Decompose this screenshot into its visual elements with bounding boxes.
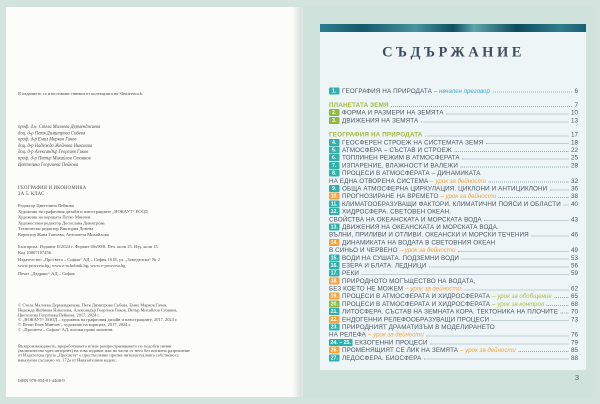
dotted-leader [429,266,569,267]
toc-entry [329,169,578,184]
text-line: www.prosveta.bg; www.e-uchebnik.bg; www.e-prosveta.bg [18,262,126,268]
toc-page-number: 68 [570,300,578,308]
dotted-leader [430,343,569,344]
lesson-title: ВЪЛНИ, ПРИЛИВИ И ОТЛИВИ. ОКЕАНСКИ И МОРСКИ ТЕЧЕНИЯ [329,231,529,239]
lesson-title: ЕЗЕРА И БЛАТА. ЛЕДНИЦИ [342,261,427,269]
authors-list [18,124,100,168]
toc-page-number: 85 [570,346,578,354]
lesson-title: ПРОЦЕСИ В АТМОСФЕРАТА И ХИДРОСФЕРАТА [342,292,491,300]
lesson-number-badge: 17. [330,270,338,277]
text-line: Редактор Цветелина Пейкова [18,203,74,208]
toc-page-number: 46 [570,231,578,239]
toc-page-number: 13 [570,116,578,124]
lesson-number-badge: 11. [330,200,338,207]
toc-page-number: 56 [570,261,578,269]
lesson-number-badge: 9. [329,185,340,192]
lesson-number-badge: 16. [330,262,338,269]
lesson-number-badge: 10. [330,193,338,200]
lesson-title: ОБЩА АТМОСФЕРНА ЦИРКУЛАЦИЯ. ЦИКЛОНИ И АНТИЦИКЛОНИ [342,184,548,192]
contents-panel [320,32,586,370]
toc-entry [329,185,578,193]
lesson-title: ГЕОСФЕРЕН СТРОЕЖ НА СИСТЕМАТА ЗЕМЯ [342,138,484,146]
dotted-leader [486,143,569,144]
dotted-leader [424,359,569,360]
lesson-number-badge: 2. [329,109,340,116]
toc-entry [329,308,578,316]
text-line: проф. д-р Емил Марков Гачев [18,137,77,143]
text-line: Технически редактор Виктория Донева [18,226,94,232]
toc-entry [329,109,578,117]
toc-page-number: 25 [570,154,578,162]
dotted-leader [426,336,568,337]
toc-page-number: 43 [570,215,578,223]
lesson-type-label: – урок за дейности [430,177,487,185]
lesson-title: В СИНЬО И ЧЕРВЕНО [329,246,398,254]
toc-entry [329,162,578,170]
toc-page-number: 49 [570,246,578,254]
colophon-content [18,7,288,397]
toc-page-number: 22 [570,146,578,154]
photo-credit-note: В изданието са използвани снимки от колекцията на Shutterstock. [18,91,144,96]
text-line: наказуемо съгласно чл. 172а от Наказателния кодекс. [18,357,118,363]
toc-page-number: 38 [570,192,578,200]
lesson-number-badge: 8. [329,170,340,177]
dotted-leader [499,197,569,198]
lesson-number-badge: 15. [330,254,338,261]
lesson-title: ДВИЖЕНИЯ НА ОКЕАНСКАТА И МОРСКАТА ВОДА. [342,223,499,231]
toc-page-number: 62 [570,285,578,293]
colophon-page [6,7,303,397]
dotted-leader [484,220,568,221]
section-title: ПЛАНЕТАТА ЗЕМЯ [329,101,389,109]
text-line: доц. д-р Александър Георгиев Гиков [18,149,89,155]
toc-entry [329,208,578,223]
dotted-leader [391,106,572,107]
lesson-number-badge: 19. [330,293,338,300]
toc-entry [329,239,578,254]
lesson-type-label: – урок за контрол [492,300,545,308]
dotted-leader [550,189,569,190]
toc-entry [329,146,578,154]
toc-entry [329,354,578,362]
publisher-info [18,257,160,269]
lesson-type-label: – урок за дейности [367,331,424,339]
dotted-leader [454,151,568,152]
toc-entry [329,254,578,262]
dotted-leader [492,320,569,321]
text-line: (включително чрез интернет) на това издание или на части от него без писмено разрешение [18,348,191,354]
dotted-leader [463,289,568,290]
toc-page-number: 76 [570,331,578,339]
lesson-title: СВОЙСТВА НА ОКЕАНСКАТА И МОРСКАТА ВОДА [329,215,482,223]
lesson-number-badge: 21. [330,308,338,315]
toc-entry [329,339,578,347]
lesson-title: ЕКЗОГЕННИ ПРОЦЕСИ [354,338,428,346]
text-line: Издателство „Просвета – София“ АД – София 1618, ул. „Земеделска“ № 2 [18,257,160,262]
toc-page-number: 18 [570,138,578,146]
toc-page-number: 65 [570,292,578,300]
toc-section-header [329,101,578,109]
text-line: Художник на корицата Петко Минчев [18,214,91,220]
toc-entry [329,300,578,308]
section-title: ГЕОГРАФИЯ НА ПРИРОДАТА [329,131,423,139]
lesson-number-badge: 18. [330,277,338,284]
toc-entry [329,223,578,238]
text-line: Надежда Жейнова Николова, Александър Георгиев Гиков, Петър Михайлов Стоянов, [18,307,178,313]
lesson-title: ТОПЛИНЕН РЕЖИМ В АТМОСФЕРАТА [342,154,460,162]
dotted-leader [446,114,568,115]
text-line: ЗА 5. КЛАС [18,191,45,197]
lesson-title: ФОРМА И РАЗМЕРИ НА ЗЕМЯТА [342,109,444,117]
toc-page-number: 36 [570,184,578,192]
toc-page-number: 88 [570,354,578,362]
toc-page-number: 7 [574,101,578,109]
toc-page-number: 17 [570,131,578,139]
lesson-title: ДИНАМИКАТА НА ВОДАТА В СВЕТОВНИЯ ОКЕАН [342,238,496,246]
toc-page-number: 32 [570,177,578,185]
print-info: Печат „Дедракс“ АД – София [18,271,75,276]
toc-entry [329,192,578,200]
toc-page-number: 79 [570,338,578,346]
toc-entry [329,117,578,125]
dotted-leader [531,236,568,237]
dotted-leader [561,312,569,313]
toc-entry [329,323,578,338]
toc-entry [329,154,578,162]
toc-page-number: 40 [570,200,578,208]
text-line: Художествен редактор Десислава Димитрова [18,220,105,226]
text-line: Код 10807107456. [18,249,53,255]
lesson-number-badge: 1. [329,87,340,94]
lesson-number-badge: 6. [329,154,340,161]
text-line: © „Просвета – София“ АД, всички права запазени. [18,326,114,332]
text-line: © Петко Ечев Минчев – художник на корицата, 2017, 2024 г. [18,322,131,328]
toc-entry [329,87,578,95]
lesson-type-label: – урок за дейности [460,346,516,354]
lesson-number-badge: 26. [330,347,338,354]
text-line: доц. д-р Надежда Жейнова Николова [18,143,93,149]
toc-page-number: 6 [574,87,578,95]
dotted-leader [462,259,569,260]
lesson-number-badge: 22. [330,316,338,323]
isbn-line: ISBN 978-954-01-4468-9 [18,378,65,383]
lesson-number-badge: 3. [329,117,340,124]
text-line: Цветелина Георгиева Пейкова, 2017, 2024 г. [18,312,100,318]
dotted-leader [489,182,569,183]
text-line: © Стела Малчева Дерменджиева, Петя Димитрова Събева, Емил Марков Гачев, [18,302,168,308]
toc-section-header [329,131,578,139]
lesson-type-label: – урок за дейности [405,285,461,293]
toc-page-number: 10 [570,109,578,117]
lesson-title: РЕКИ [342,269,359,277]
lesson-title: НА РЕЛЕФА [329,331,366,339]
lesson-number-badge: 24. – 25. [330,339,351,346]
lesson-number-badge: 23. [330,324,338,331]
toc-entry [329,346,578,354]
toc-entry [329,200,578,208]
lesson-type-label: – урок за дейности [399,246,456,254]
toc-entry [329,315,578,323]
toc-entry [329,262,578,270]
dotted-leader [460,166,568,167]
lesson-title: НА ЕДНА ОТВОРЕНА СИСТЕМА [329,177,429,185]
lesson-title: ПРИРОДНОТО МОГЪЩЕСТВО НА ВОДАТА, [342,277,476,285]
lesson-number-badge: 7. [329,162,340,169]
lesson-type-label: – урок за дейности [440,192,497,200]
dotted-leader [547,305,569,306]
lesson-number-badge: 13. [330,223,338,230]
lesson-title: ПРОЦЕСИ В АТМОСФЕРАТА – ДИНАМИКАТА [342,169,481,177]
text-line: Коректор Жана Ганчева, Антоанета Михайлова [18,231,109,237]
legal-notice [18,344,190,362]
text-line: проф. д.н. Стела Малчева Дерменджиева [18,124,101,130]
lesson-type-label: – начален преговор [433,87,490,95]
dotted-leader [462,159,568,160]
lesson-title: ПРИРОДНИЯТ ДРАМАТИЗЪМ В МОДЕЛИРАНЕТО [342,323,495,331]
toc-entry [329,138,578,146]
text-line: © „НОКАУТ“ ЕООД – художник на графичния дизайн и илюстрациите, 2017, 2024 г. [18,317,178,323]
lesson-number-badge: 27. [330,354,338,361]
toc-page-number: 70 [570,308,578,316]
lesson-title: ХИДРОСФЕРА. СВЕТОВЕН ОКЕАН. [342,208,452,216]
lesson-number-badge: 5. [329,147,340,154]
text-line: проф. д-р Петър Михайлов Стоянов [18,155,91,161]
edition-info [18,244,159,256]
toc-entry [329,269,578,277]
lesson-title: ПРОЦЕСИ В АТМОСФЕРАТА И ХИДРОСФЕРАТА [342,300,491,308]
lesson-number-badge: 20. [330,300,338,307]
lesson-title: ПРОМЕНЯЩИЯТ СЕ ЛИК НА ЗЕМЯТА [342,346,459,354]
book-title [18,185,86,197]
lesson-title: БЕЗ КОЕТО НЕ МОЖЕМ [329,285,404,293]
lesson-title: ВОДИ НА СУШАТА. ПОДЗЕМНИ ВОДИ [342,254,460,262]
text-line: ГЕОГРАФИЯ И ИКОНОМИКА [18,185,87,191]
lesson-title: ЛЕДОСФЕРА. БИОСФЕРА [342,354,422,362]
lesson-title: КЛИМАТООБРАЗУВАЩИ ФАКТОРИ. КЛИМАТИЧНИ ПОЯСИ И ОБЛАСТИ [342,200,561,208]
lesson-number-badge: 14. [330,239,338,246]
lesson-type-label: – урок за обобщение [492,292,552,300]
text-line: Художник на графичния дизайн и илюстрациите „НОКАУТ“ ЕООД [18,208,148,214]
text-line: от Издателска група „Просвета“ е престъпление против интелектуалната собственост, [18,352,180,358]
toc-entry [329,292,578,300]
text-line: доц. д-р Петя Димитрова Събева [18,130,86,136]
text-line: Възпроизвеждането, преработването и/или разпространяването по подобен начин [18,343,172,349]
text-line: Българска. Издание II/2024 г. Формат 60х90/8. Печ. коли 15. Изд. коли 15. [18,244,159,249]
text-line: Цветелина Георгиева Пейкова [18,162,79,168]
lesson-title: АТМОСФЕРА – СЪСТАВ И СТРОЕЖ [342,146,452,154]
copyright-lines [18,303,177,332]
toc-page-number: 53 [570,254,578,262]
lesson-title: ЛИТОСФЕРА. СЪСТАВ НА ЗЕМНАТА КОРА. ТЕКТОНИКА НА ПЛОЧИТЕ [342,308,559,316]
dotted-leader [492,92,572,93]
dotted-leader [421,121,569,122]
lesson-title: ГЕОГРАФИЯ НА ПРИРОДАТА [342,87,432,95]
lesson-title: ДВИЖЕНИЯ НА ЗЕМЯТА [342,116,419,124]
toc-page-number: 73 [570,315,578,323]
lesson-title: ЕНДОГЕННИ РЕЛЕФООБРАЗУВАЩИ ПРОЦЕСИ [342,315,490,323]
toc-page-number: 28 [570,161,578,169]
toc-list [329,87,578,362]
dotted-leader [563,205,568,206]
header-photo-strip [320,24,586,32]
staff-credits [18,203,148,238]
dotted-leader [425,135,568,136]
dotted-leader [458,251,569,252]
lesson-title: ПРОГНОЗИРАНЕ НА ВРЕМЕТО [342,192,439,200]
lesson-number-badge: 12. [330,208,338,215]
dotted-leader [554,297,568,298]
dotted-leader [362,274,569,275]
lesson-number-badge: 4. [329,139,340,146]
toc-entry [329,277,578,292]
contents-page [303,7,593,397]
toc-page-number: 59 [570,269,578,277]
page-number: 3 [574,373,579,382]
lesson-title: ИЗПАРЕНИЕ, ВЛАЖНОСТ И ВАЛЕЖИ [342,161,458,169]
dotted-leader [518,351,568,352]
contents-title: СЪДЪРЖАНИЕ [382,44,525,60]
